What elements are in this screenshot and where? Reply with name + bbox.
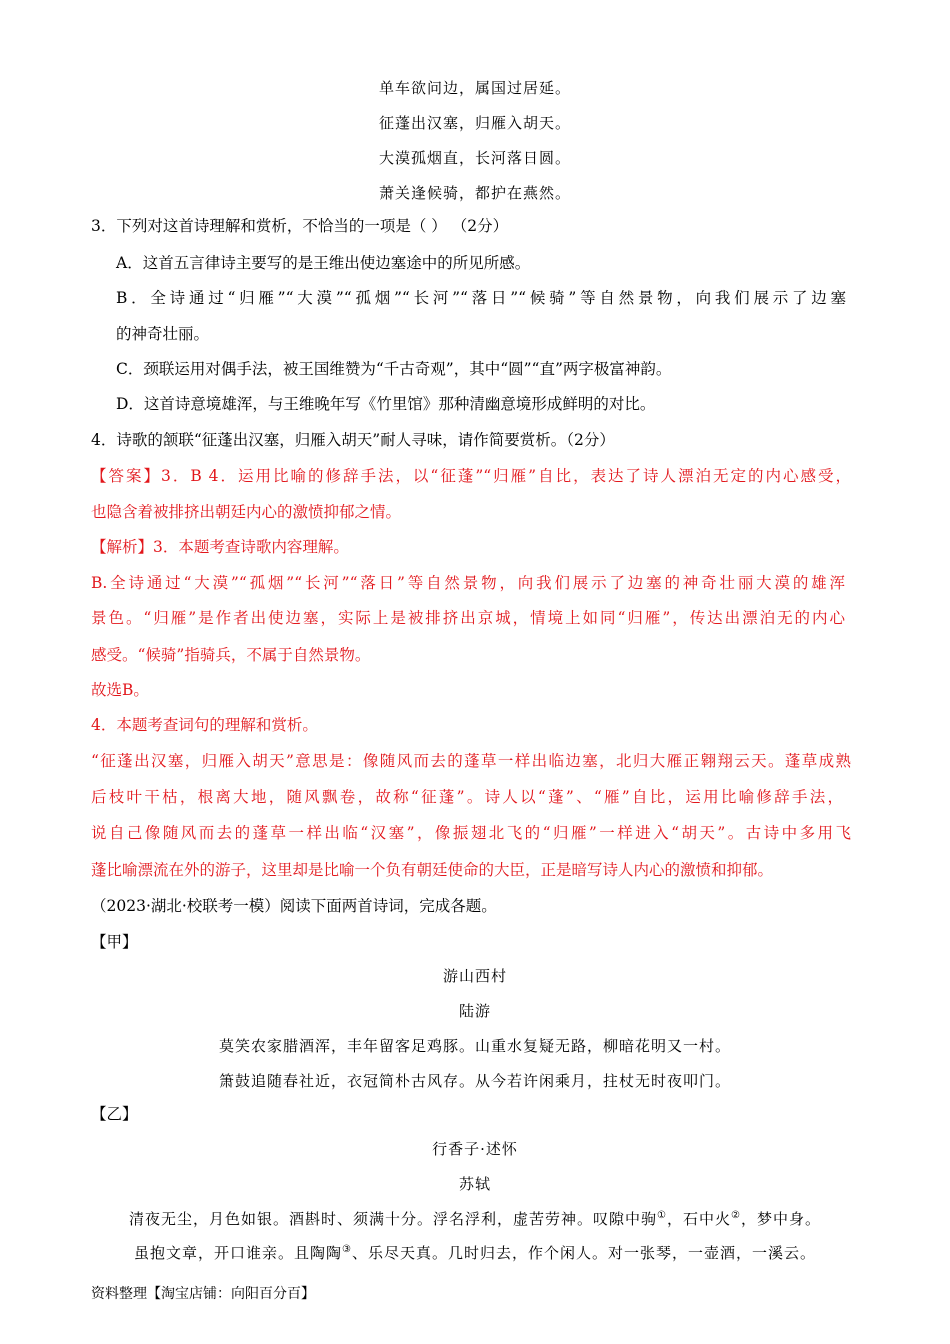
- poem-author: 苏轼: [458, 1175, 491, 1193]
- analysis-line: 蓬比喻漂流在外的游子，这里却是比喻一个负有朝廷使命的大臣，正是暗写诗人内心的激愤和抑郁。: [91, 861, 774, 879]
- poem-line: 单车欲问边，属国过居延。: [378, 79, 571, 97]
- analysis-heading: 4．本题考查词句的理解和赏析。: [91, 716, 318, 734]
- analysis-line: 说自己像随风而去的蓬草一样出临“汉塞”，像振翅北飞的“归雁”一样进入“胡天”。古诗中多用飞: [91, 824, 851, 842]
- option-d: D．这首诗意境雄浑，与王维晚年写《竹里馆》那种清幽意境形成鲜明的对比。: [116, 395, 656, 413]
- poem-line: 清夜无尘，月色如银。酒斟时、须满十分。浮名浮利，虚苦劳神。叹隙中驹①，石中火②，梦中身。: [129, 1210, 821, 1228]
- footnote-marker: ②: [731, 1210, 741, 1221]
- poem-author: 陆游: [458, 1002, 491, 1020]
- footnote-marker: ①: [657, 1210, 667, 1221]
- poem-line: 萧关逢候骑，都护在燕然。: [378, 184, 571, 202]
- option-b: B．全诗通过“归雁”“大漠”“孤烟”“长河”“落日”“候骑”等自然景物，向我们展示了边塞: [116, 289, 846, 307]
- analysis-line: B.全诗通过“大漠”“孤烟”“长河”“落日”等自然景物，向我们展示了边塞的神奇壮丽大漠的雄浑: [91, 574, 845, 592]
- analysis-line: 感受。“候骑”指骑兵，不属于自然景物。: [91, 646, 371, 664]
- analysis-line: 故选B。: [91, 681, 149, 699]
- option-a: A．这首五言律诗主要写的是王维出使边塞途中的所见所感。: [116, 254, 531, 272]
- answer-line: 也隐含着被排挤出朝廷内心的激愤抑郁之情。: [91, 503, 402, 521]
- poem-title: 行香子·述怀: [432, 1140, 518, 1158]
- poem-line: 虽抱文章，开口谁亲。且陶陶③、乐尽天真。几时归去，作个闲人。对一张琴，一壶酒，一溪云。: [134, 1244, 816, 1262]
- question-4: 4．诗歌的颔联“征蓬出汉塞，归雁入胡天”耐人寻味，请作简要赏析。（2分）: [91, 431, 615, 449]
- footnote-marker: ③: [342, 1244, 352, 1255]
- section-label-jia: 【甲】: [91, 933, 138, 951]
- option-c: C．颈联运用对偶手法，被王国维赞为“千古奇观”，其中“圆”“直”两字极富神韵。: [116, 360, 672, 378]
- answer-line: 【答案】3．B 4．运用比喻的修辞手法，以“征蓬”“归雁”自比，表达了诗人漂泊无定的内心感受，: [91, 467, 851, 485]
- poem-line: 莫笑农家腊酒浑，丰年留客足鸡豚。山重水复疑无路，柳暗花明又一村。: [218, 1037, 731, 1055]
- poem-line: 大漠孤烟直，长河落日圆。: [378, 149, 571, 167]
- reading-intro: （2023·湖北·校联考一模）阅读下面两首诗词，完成各题。: [91, 897, 497, 915]
- poem-title: 游山西村: [442, 967, 507, 985]
- poem-line: 征蓬出汉塞，归雁入胡天。: [378, 114, 571, 132]
- analysis-line: 景色。“归雁”是作者出使边塞，实际上是被排挤出京城，情境上如同“归雁”，传达出漂泊无的内心: [91, 609, 845, 627]
- footer-source: 资料整理【淘宝店铺：向阳百分百】: [91, 1286, 315, 1302]
- analysis-line: “征蓬出汉塞，归雁入胡天”意思是：像随风而去的蓬草一样出临边塞，北归大雁正翱翔云天。蓬草成熟: [91, 752, 851, 770]
- analysis-line: 后枝叶干枯，根离大地，随风飘卷，故称“征蓬”。诗人以“蓬”、“雁”自比，运用比喻修辞手法，: [91, 788, 843, 806]
- section-label-yi: 【乙】: [91, 1105, 138, 1123]
- question-stem: 3．下列对这首诗理解和赏析，不恰当的一项是（ ） （2分）: [91, 217, 509, 235]
- poem-line: 箫鼓追随春社近，衣冠简朴古风存。从今若许闲乘月，拄杖无时夜叩门。: [218, 1072, 731, 1090]
- analysis-heading: 【解析】3．本题考查诗歌内容理解。: [91, 538, 349, 556]
- option-b-cont: 的神奇壮丽。: [116, 325, 210, 343]
